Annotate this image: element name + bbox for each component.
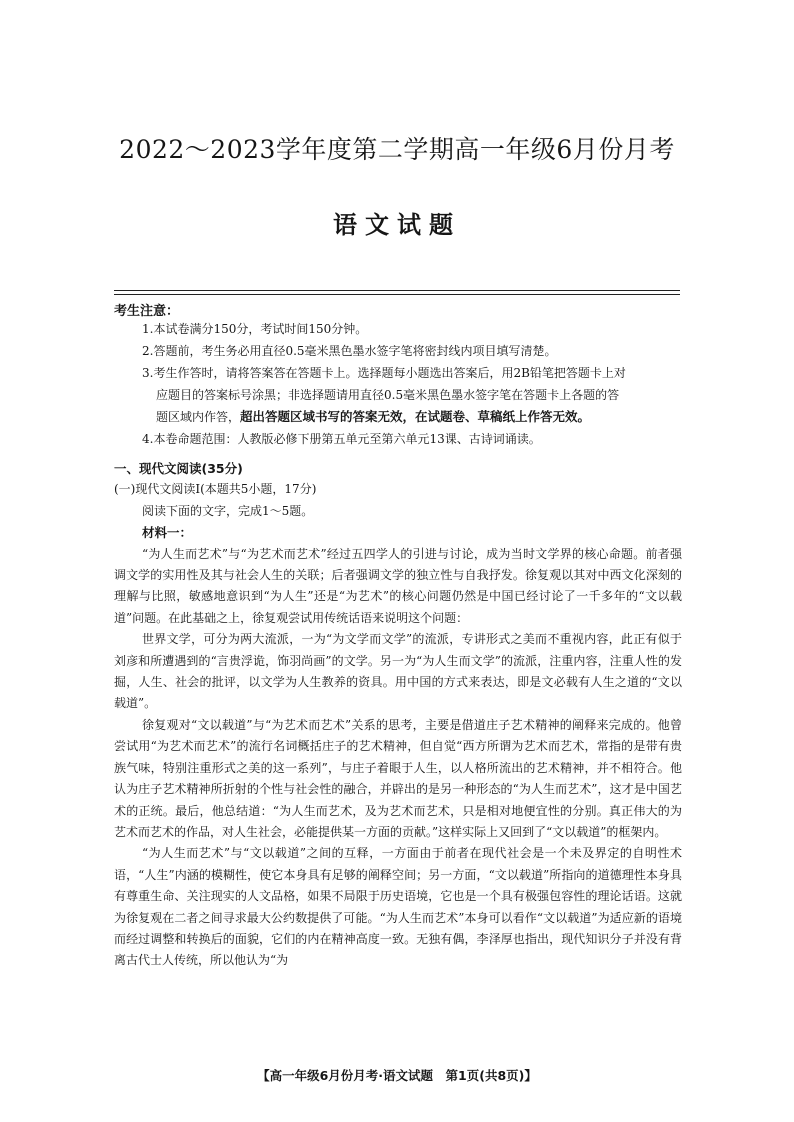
notice-item-2: 2.答题前，考生务必用直径0.5毫米黑色墨水签字笔将密封线内项目填写清楚。 [142,344,557,358]
notice-item-3-cont: 应题目的答案标号涂黑；非选择题请用直径0.5毫米黑色墨水签字笔在答题卡上各题的答 [156,388,620,402]
notice-bold-warning: 超出答题区域书写的答案无效，在试题卷、草稿纸上作答无效。 [240,409,591,424]
notice-item-3-cont2: 题区域内作答，超出答题区域书写的答案无效，在试题卷、草稿纸上作答无效。 [156,409,591,424]
section-heading: 一、现代文阅读(35分) [114,461,243,476]
subject-title: 语文试题 [333,211,461,239]
exam-title: 2022～2023学年度第二学期高一年级6月份月考 [119,135,675,164]
notice-list [142,318,682,450]
sub-section-heading: (一)现代文阅读Ⅰ(本题共5小题，17分) [114,482,317,497]
notice-heading: 考生注意： [114,304,180,319]
paragraph-2: 徐复观对“文以载道”与“为艺术而艺术”关系的思考，主要是借道庄子艺术精神的阐释来完成的。他曾尝试用“为艺术而艺术”的流行名词概括庄子的艺术精神，但自觉“西方所谓为艺术而艺术，常指的是带有贵族气味，特别注重形式之美的这一系列”，与庄子着眼于人生，以人格所流出的艺术精神，并不相符合。他认为庄子艺术精神所折射的个性与社会性的融合，并辟出的是另一种形态的“为人生而艺术”，这才是中国艺术的正统。最后，他总结道：“为人生而艺术，及为艺术而艺术，只是相对地便宜性的分别。真正伟大的为艺术而艺术的作品，对人生社会，必能提供某一方面的贡献。”这样实际上又回到了“文以载道”的框架内。 [114,717,682,839]
paragraph-quote: 世界文学，可分为两大流派，一为“为文学而文学”的流派，专讲形式之美而不重视内容，此正有似于刘彦和所遭遇到的“言贵浮诡，饰羽尚画”的文学。另一为“为人生而文学”的流派，注重内容，注重人性的发掘，人生、社会的批评，以文学为人生教养的资具。用中国的方式来表达，即是文必载有人生之道的“文以载道”。 [114,632,682,711]
material-label: 材料一： [142,525,193,541]
paragraph-1: “为人生而艺术”与“为艺术而艺术”经过五四学人的引进与讨论，成为当时文学界的核心命题。前者强调文学的实用性及其与社会人生的关联；后者强调文学的独立性与自我抒发。徐复观以其对中西文化深刻的理解与比照，敏感地意识到“为人生”还是“为艺术”的核心问题仍然是中国已经讨论了一千多年的“文以载道”问题。在此基础之上，徐复观尝试用传统话语来说明这个问题： [114,546,682,625]
notice-item-1: 1.本试卷满分150分，考试时间150分钟。 [142,322,368,336]
header-rule-bottom [114,294,680,295]
page-footer: 【高一年级6月份月考·语文试题 第1页(共8页)】 [257,1068,537,1083]
paragraph-3: “为人生而艺术”与“文以载道”之间的互释，一方面由于前者在现代社会是一个未及界定的自明性术语，“人生”内涵的模糊性，使它本身具有足够的阐释空间；另一方面，“文以载道”所指向的道德理性本身具有尊重生命、关注现实的人文品格，如果不局限于历史语境，它也是一个具有极强包容性的理论话语。这就为徐复观在二者之间寻求最大公约数提供了可能。“为人生而艺术”本身可以看作“文以载道”为适应新的语境而经过调整和转换后的面貌，它们的内在精神高度一致。无独有偶，李泽厚也指出，现代知识分子并没有背离古代士人传统，所以他认为“为 [114,846,682,968]
notice-item-4: 4.本卷命题范围：人教版必修下册第五单元至第六单元13课、古诗词诵读。 [142,432,541,446]
header-rule-top [114,290,680,291]
reading-instruction: 阅读下面的文字，完成1～5题。 [142,503,314,518]
reading-section [114,458,682,972]
notice-item-3: 3.考生作答时，请将答案答在答题卡上。选择题每小题选出答案后，用2B铅笔把答题卡上对 应题目的答案标号涂黑；非选择题请用直径0.5毫米黑色墨水签字笔在答题卡上各题的答 题区域内作答，超出答题区域书写的答案无效，在试题卷、草稿纸上作答无效。 [142,362,682,428]
